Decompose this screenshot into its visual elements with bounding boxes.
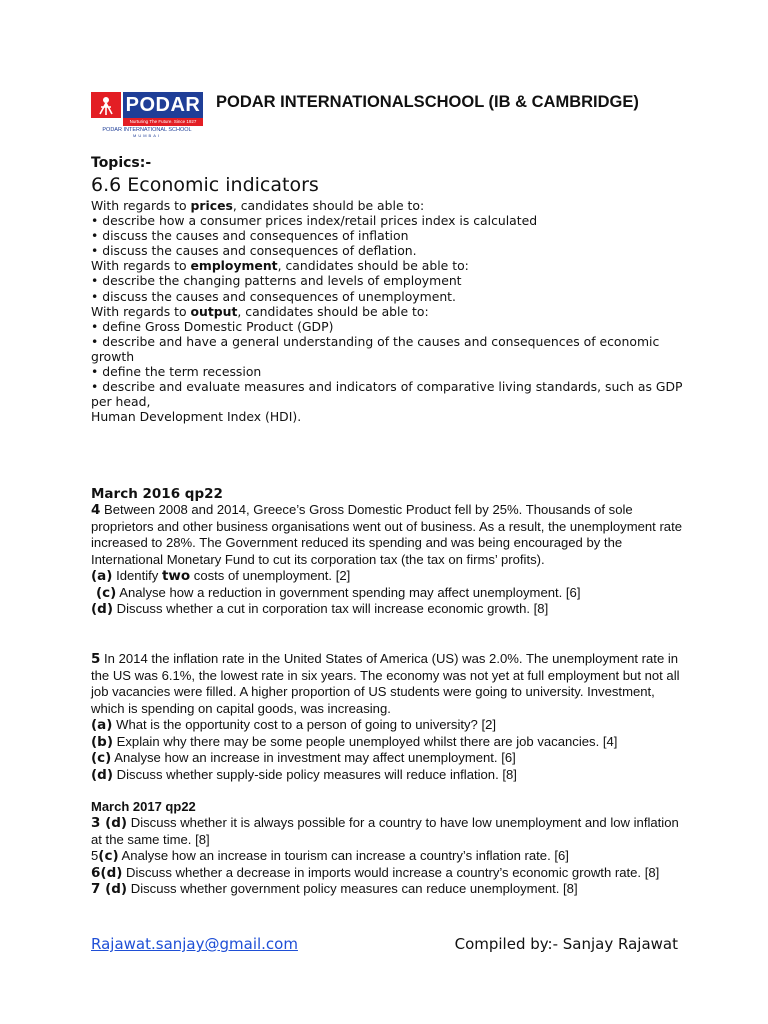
prices-intro: With regards to prices, candidates should be able to: [91,198,425,213]
question-part: (a) Identify two costs of unemployment. [2] [91,568,351,584]
march-2017-questions [91,815,691,898]
output-intro: With regards to output, candidates should be able to: [91,303,429,319]
list-item: • define Gross Domestic Product (GDP) [91,318,334,334]
question-part: (d) Discuss whether a cut in corporation tax will increase economic growth. [8] [91,601,549,617]
question-5 [91,651,691,783]
question-number: 5 [91,651,101,667]
list-item: • discuss the causes and consequences of inflation [91,228,409,244]
question-part: (b) Explain why there may be some people unemployed whilst there are job vacancies. [4] [91,733,618,750]
question-stem: 5 In 2014 the inflation rate in the United States of America (US) was 2.0%. The unemployment rate in the US was 6.1%, the lowest rate in six years. The economy was not yet at full employment but not all job vacancies were filled. A higher proportion of US students were going to university. Investment, which is spending on capital goods, was increasing. [91,651,680,716]
question-item: 6(d) Discuss whether a decrease in imports would increase a country’s economic growth rate. [8] [91,864,660,881]
list-item: • define the term recession [91,364,262,380]
email-link[interactable]: Rajawat.sanjay@gmail.com [91,935,298,953]
question-part: (c) Analyse how an increase in investment may affect unemployment. [6] [91,750,516,766]
school-logo [91,92,203,138]
logo-school-name: PODAR INTERNATIONAL SCHOOL [102,127,192,133]
question-part: (c) Analyse how a reduction in government spending may affect unemployment. [6] [96,584,581,601]
list-item: • describe the changing patterns and levels of employment [91,273,462,289]
paper-title-march-2016: March 2016 qp22 [91,486,223,502]
list-item: • describe and have a general understanding of the causes and consequences of economic growth [91,333,660,364]
question-item: 5(c) Analyse how an increase in tourism can increase a country’s inflation rate. [6] [91,848,569,864]
question-part: (a) What is the opportunity cost to a person of going to university? [2] [91,717,497,733]
question-part: (d) Discuss whether supply-side policy measures will reduce inflation. [8] [91,766,517,783]
question-item: 7 (d) Discuss whether government policy measures can reduce unemployment. [8] [91,881,578,897]
logo-city: MUMBAI [133,133,161,138]
compiled-by: Compiled by:- Sanjay Rajawat [454,935,678,953]
school-title: PODAR INTERNATIONALSCHOOL (IB & CAMBRIDGE) [216,93,639,111]
logo-wordmark: PODAR [123,92,203,118]
topics-label: Topics:- [91,155,152,171]
question-number: 4 [91,502,101,518]
employment-intro: With regards to employment, candidates should be able to: [91,258,469,274]
logo-emblem-icon [91,92,121,118]
list-item: • describe and evaluate measures and indicators of comparative living standards, such as GDP per head, [91,379,683,410]
logo-tagline: Nurturing The Future. Since 1927 [123,118,203,126]
list-item: • discuss the causes and consequences of unemployment. [91,288,456,304]
list-item: • describe how a consumer prices index/retail prices index is calculated [91,213,538,229]
list-item: • discuss the causes and consequences of deflation. [91,243,417,259]
syllabus-objectives [91,198,691,424]
topic-heading: 6.6 Economic indicators [91,174,319,196]
question-stem: 4 Between 2008 and 2014, Greece’s Gross Domestic Product fell by 25%. Thousands of sole proprietors and other business organisations went out of business. As a result, the unemployment rate increased to 28%. The Government reduced its spending and was being encouraged by the International Monetary Fund to cut its corporation tax (the tax on firms’ profits). [91,502,683,567]
question-4 [91,502,691,618]
paper-title-march-2017: March 2017 qp22 [91,799,196,814]
list-item: Human Development Index (HDI). [91,409,302,425]
question-item: 3 (d) Discuss whether it is always possible for a country to have low unemployment and low inflation at the same time. [8] [91,815,679,847]
